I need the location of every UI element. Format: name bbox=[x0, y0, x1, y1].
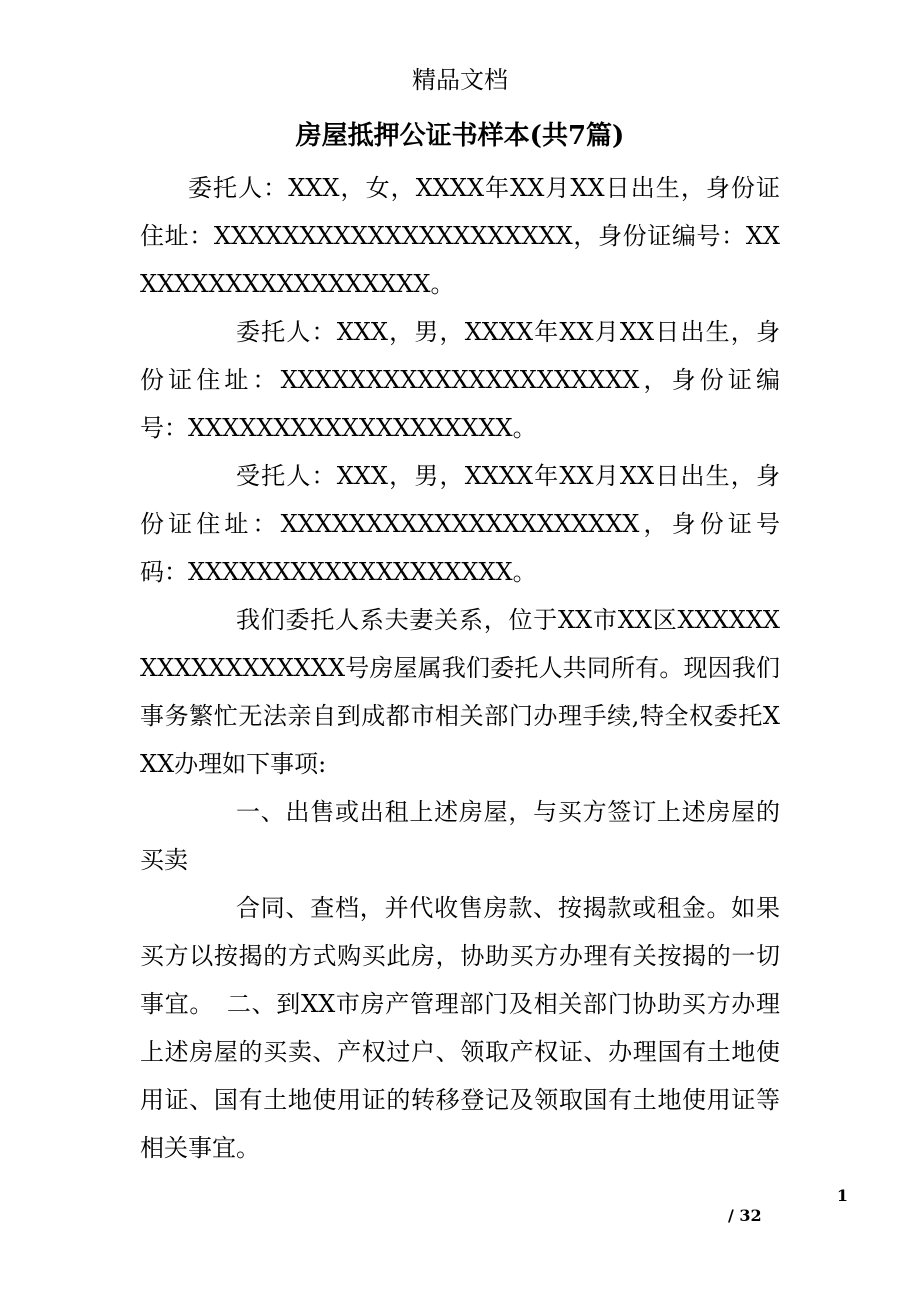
paragraph-principal-2: 委托人：XXX，男，XXXX年XX月XX日出生，身份证住址：XXXXXXXXXXXXXXXXXXXXX，身份证编号：XXXXXXXXXXXXXXXXXXX。 bbox=[140, 318, 780, 442]
page-total: / 32 bbox=[728, 1206, 762, 1225]
page-header: 精品文档 bbox=[412, 66, 508, 94]
paragraph-principal-1: 委托人：XXX，女，XXXX年XX月XX日出生，身份证住址：XXXXXXXXXXXXXXXXXXXXX，身份证编号：XXXXXXXXXXXXXXXXXXX。 bbox=[140, 174, 780, 298]
paragraph-agent: 受托人：XXX，男，XXXX年XX月XX日出生，身份证住址：XXXXXXXXXXXXXXXXXXXXX，身份证号码：XXXXXXXXXXXXXXXXXXX。 bbox=[140, 462, 780, 586]
document-title: 房屋抵押公证书样本(共7篇) bbox=[295, 121, 625, 151]
document-body bbox=[140, 164, 780, 1172]
paragraph-item-1-cont: 合同、查档，并代收售房款、按揭款或租金。如果买方以按揭的方式购买此房，协助买方办理有关按揭的一切事宜。 二、到XX市房产管理部门及相关部门协助买方办理上述房屋的买卖、产权过户、领取产权证、办理国有土地使用证、国有土地使用证的转移登记及领取国有土地使用证等相关事宜。 bbox=[140, 894, 780, 1162]
paragraph-property: 我们委托人系夫妻关系，位于XX市XX区XXXXXXXXXXXXXXXXXX号房屋属我们委托人共同所有。现因我们事务繁忙无法亲自到成都市相关部门办理手续,特全权委托XXX办理如下事项: bbox=[140, 606, 780, 778]
paragraph-item-1: 一、出售或出租上述房屋，与买方签订上述房屋的买卖 bbox=[140, 798, 780, 874]
page-number: 1 bbox=[836, 1186, 848, 1205]
